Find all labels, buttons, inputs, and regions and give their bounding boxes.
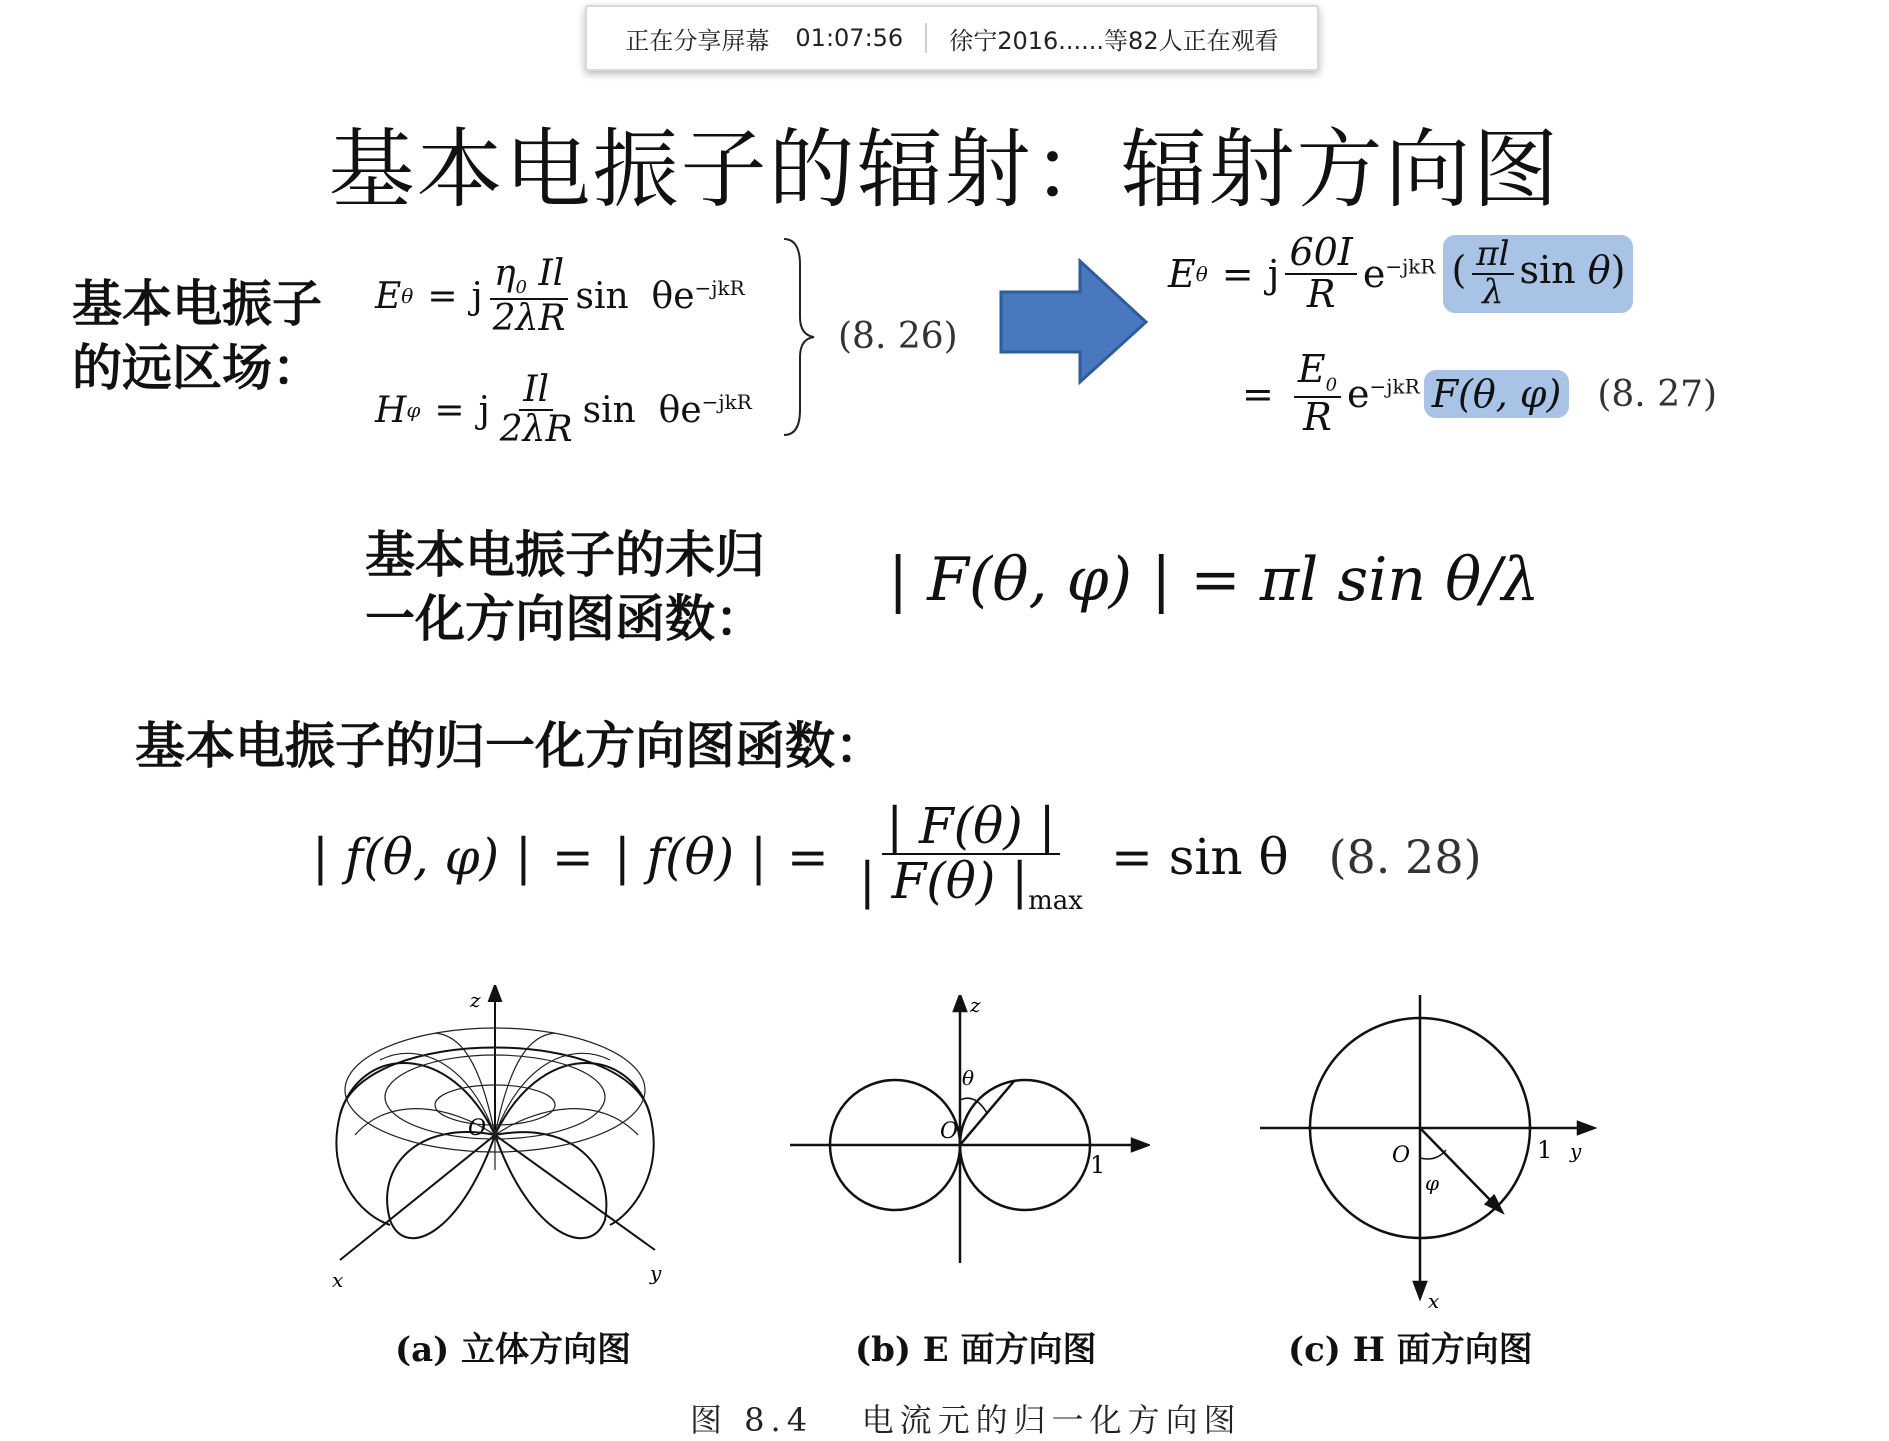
figure-title: 图 8.4 电流元的归一化方向图 <box>690 1401 1242 1439</box>
highlight-F-theta-phi: F(θ, φ) <box>1424 370 1570 418</box>
fig-c-one-label: 1 <box>1537 1136 1553 1164</box>
unnormalized-label: 基本电振子的未归 一化方向图函数： <box>365 526 765 648</box>
figure-c-h-plane <box>1260 990 1610 1310</box>
far-field-label: 基本电振子 的远区场： <box>72 275 322 397</box>
figure-a-3d-pattern <box>320 985 680 1295</box>
fig-b-theta-label: θ <box>962 1066 975 1090</box>
share-timer: 01:07:56 <box>795 24 904 52</box>
fig-a-z-label: z <box>470 988 481 1012</box>
share-bar-divider <box>925 23 927 53</box>
screen-share-bar[interactable] <box>585 5 1319 71</box>
slide-title: 基本电振子的辐射：辐射方向图 <box>328 120 1561 220</box>
equation-number-8-28: (8. 28) <box>1328 830 1482 885</box>
right-arrow-icon <box>998 258 1150 386</box>
caption-a: (a) 立体方向图 <box>395 1330 632 1370</box>
equation-number-8-26: (8. 26) <box>838 316 958 357</box>
share-status: 正在分享屏幕 <box>625 26 770 55</box>
fig-a-origin-label: O <box>468 1116 487 1141</box>
fig-b-origin-label: O <box>940 1119 959 1144</box>
fig-a-y-label: y <box>650 1261 662 1285</box>
equation-number-8-27: (8. 27) <box>1597 373 1718 415</box>
caption-c: (c) H 面方向图 <box>1288 1330 1533 1370</box>
fig-c-origin-label: O <box>1392 1143 1411 1168</box>
figure-b-e-plane <box>790 995 1150 1295</box>
fig-b-z-label: z <box>970 995 981 1017</box>
normalized-label: 基本电振子的归一化方向图函数： <box>135 717 885 775</box>
viewer-count[interactable]: 徐宁2016......等82人正在观看 <box>949 26 1279 55</box>
highlight-pattern-term: ( $\frac{\pi l}{\lambda}$ sin θ) <box>1443 235 1633 312</box>
fig-c-y-label: y <box>1570 1139 1582 1163</box>
equation-8-26: E θ = j $\frac{\eta_0 Il}{2\lambda R}$ $\sin \theta e^{-jkR}$ H φ = j $\frac{Il}{2\lambda R}$ $\sin \theta e^{-jkR}$ <box>375 252 752 450</box>
equation-8-27: E θ = j $\frac{60I}{R}$ $e^{-jkR}$ ( $\frac{\pi l}{\lambda}$ sin θ) = $\frac{E_0}{R}$ $e^{-jkR}$ F(θ, φ) (8. 27) <box>1168 230 1718 439</box>
fig-b-one-label: 1 <box>1090 1151 1106 1179</box>
fig-a-x-label: x <box>332 1268 344 1292</box>
equation-8-28: | f(θ, φ) | = | f(θ) | = $\frac{| F(\theta) |}{| F(\theta) |_{max}}$ = sin θ (8. 28) <box>312 797 1482 916</box>
unnormalized-formula: | F(θ, φ) | = πl sin θ/λ <box>888 545 1540 615</box>
fig-c-x-label: x <box>1428 1289 1440 1310</box>
fig-c-phi-label: φ <box>1425 1171 1440 1195</box>
caption-b: (b) E 面方向图 <box>855 1330 1097 1370</box>
eq-828-rhs: = sin θ <box>1110 828 1289 887</box>
right-brace <box>780 235 820 440</box>
